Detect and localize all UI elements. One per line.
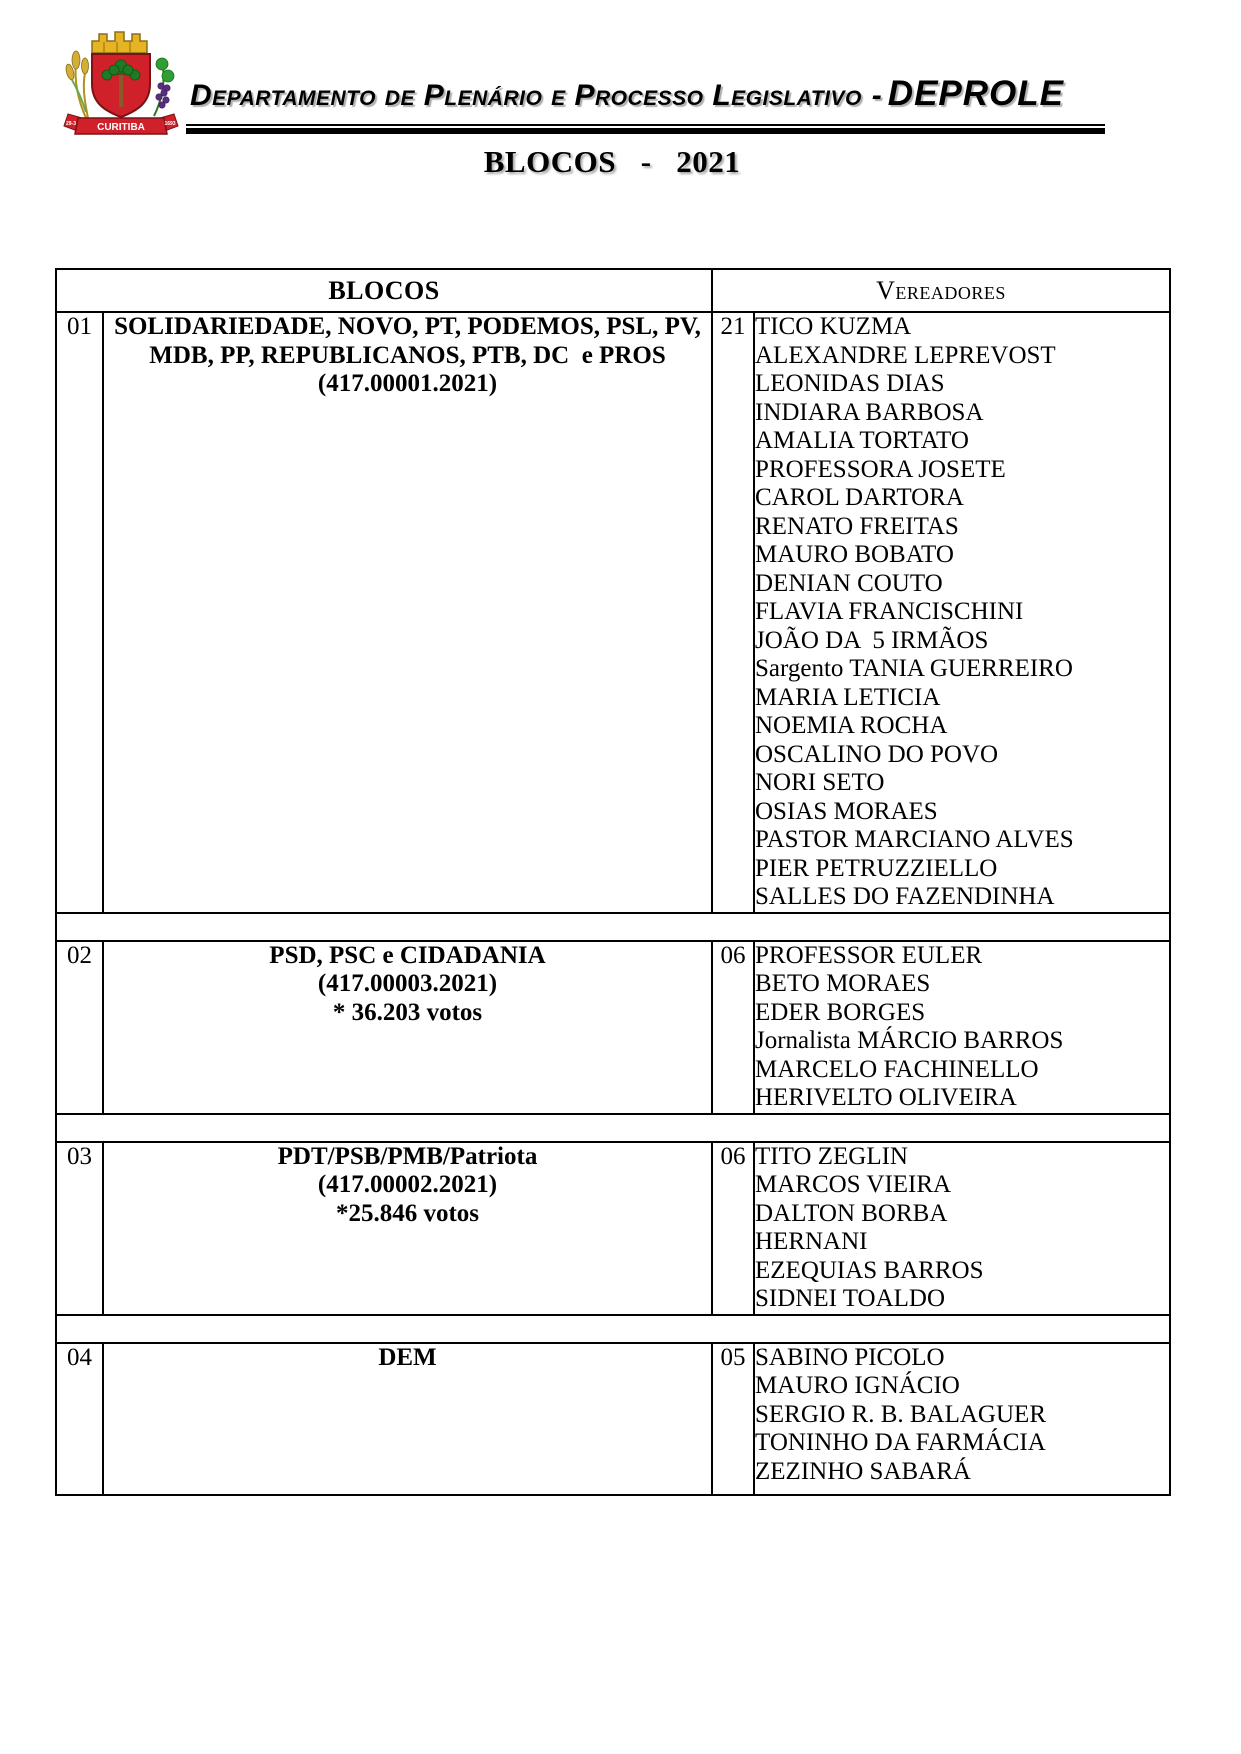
vereador-name: SERGIO R. B. BALAGUER: [755, 1400, 1046, 1428]
crown-icon: [92, 32, 147, 53]
vereador-name: Jornalista MÁRCIO BARROS: [755, 1027, 1064, 1054]
vereador-name: EZEQUIAS BARROS: [755, 1256, 984, 1284]
vereador-name: PROFESSOR EULER: [755, 941, 983, 969]
spacer-row: [56, 913, 1170, 941]
bloco-name-cell: [103, 941, 712, 1114]
department-acronym: DEPROLE: [887, 74, 1064, 113]
vereador-name: Sargento TANIA GUERREIRO: [755, 655, 1073, 682]
vereador-name: DALTON BORBA: [755, 1199, 948, 1227]
coat-of-arms-icon: [58, 20, 184, 148]
vereador-name: SALLES DO FAZENDINHA: [755, 883, 1055, 910]
department-separator: -: [871, 79, 882, 112]
vereador-name: SIDNEI TOALDO: [755, 1285, 946, 1312]
bloco-line: PSD, PSC e CIDADANIA: [269, 941, 546, 969]
bloco-line: PDT/PSB/PMB/Patriota: [277, 1142, 538, 1170]
ribbon-city-name: CURITIBA: [97, 122, 145, 133]
blocos-table: [55, 268, 1171, 1496]
vereador-name: EDER BORGES: [755, 998, 926, 1026]
vereadores-list: [754, 312, 1170, 913]
department-name: Departamento de Plenário e Processo Legislativo: [190, 79, 862, 112]
table-row: [56, 1142, 1170, 1315]
column-header-blocos: BLOCOS: [56, 269, 712, 312]
vereadores-list: [754, 941, 1170, 1114]
vereador-name: PASTOR MARCIANO ALVES: [755, 826, 1074, 853]
department-header: [190, 74, 1190, 114]
spacer-cell: [56, 1315, 1170, 1343]
vereadores-list: [754, 1343, 1170, 1496]
bloco-line: * 36.203 votos: [332, 998, 483, 1026]
table-row: [56, 941, 1170, 1114]
header-rule-thick-line: [186, 128, 1105, 134]
vereador-name: CAROL DARTORA: [755, 484, 964, 511]
vereador-name: LEONIDAS DIAS: [755, 370, 945, 397]
vereador-name: HERIVELTO OLIVEIRA: [755, 1084, 1017, 1111]
vereador-name: RENATO FREITAS: [755, 512, 959, 540]
bloco-name-cell: [103, 1343, 712, 1496]
bloco-number: 02: [56, 941, 103, 1114]
spacer-row: [56, 1315, 1170, 1343]
bloco-line: (417.00001.2021): [317, 370, 498, 397]
vereador-name: PROFESSORA JOSETE: [755, 455, 1006, 483]
vereador-name: MARCOS VIEIRA: [755, 1171, 952, 1198]
vereador-name: INDIARA BARBOSA: [755, 398, 984, 426]
vereador-name: OSIAS MORAES: [755, 797, 938, 825]
ribbon-left-date: 29-3: [65, 121, 77, 127]
bloco-line: *25.846 votos: [335, 1199, 480, 1227]
tree-trunk: [119, 75, 123, 107]
vereador-name: AMALIA TORTATO: [755, 427, 969, 454]
vereadores-list: [754, 1142, 1170, 1315]
grapes-icon: [154, 58, 174, 116]
vereador-name: ZEZINHO SABARÁ: [755, 1457, 971, 1485]
vereadores-count: 06: [712, 941, 754, 1114]
page-title: BLOCOS - 2021: [483, 144, 741, 179]
vereadores-count: 21: [712, 312, 754, 913]
table-row: [56, 1343, 1170, 1496]
vereador-name: BETO MORAES: [755, 970, 931, 997]
bloco-number: 04: [56, 1343, 103, 1496]
table-row: [56, 312, 1170, 913]
vereador-name: NOEMIA ROCHA: [755, 712, 948, 739]
curitiba-coat-of-arms-logo: [58, 20, 184, 148]
vereador-name: TONINHO DA FARMÁCIA: [755, 1429, 1046, 1456]
vereador-name: HERNANI: [755, 1228, 868, 1255]
blocos-table-body: [56, 312, 1170, 1495]
vereador-name: MAURO IGNÁCIO: [755, 1372, 960, 1399]
bloco-line: MDB, PP, REPUBLICANOS, PTB, DC e PROS: [149, 341, 666, 369]
wheat-icon: [65, 51, 89, 118]
ribbon-right-date: 1693: [164, 121, 176, 127]
vereador-name: MAURO BOBATO: [755, 541, 954, 568]
bloco-line: SOLIDARIEDADE, NOVO, PT, PODEMOS, PSL, PV,: [114, 313, 701, 340]
vereador-name: DENIAN COUTO: [755, 569, 943, 597]
vereador-name: JOÃO DA 5 IRMÃOS: [755, 626, 989, 654]
vereador-name: TICO KUZMA: [755, 313, 912, 340]
vereador-name: SABINO PICOLO: [755, 1343, 945, 1371]
shield-icon: [92, 54, 150, 117]
bloco-number: 01: [56, 312, 103, 913]
spacer-cell: [56, 1114, 1170, 1142]
spacer-row: [56, 1114, 1170, 1142]
vereador-name: PIER PETRUZZIELLO: [755, 854, 998, 882]
column-header-vereadores: Vereadores: [712, 269, 1170, 312]
bloco-number: 03: [56, 1142, 103, 1315]
bloco-name-cell: [103, 312, 712, 913]
bloco-line: (417.00002.2021): [317, 1171, 498, 1198]
bloco-line: DEM: [378, 1343, 437, 1371]
vereadores-count: 05: [712, 1343, 754, 1496]
table-header-row: [56, 269, 1170, 312]
vereador-name: MARIA LETICIA: [755, 683, 941, 711]
header-rule: [186, 124, 1105, 134]
bloco-name-cell: [103, 1142, 712, 1315]
vereador-name: TITO ZEGLIN: [755, 1142, 908, 1170]
vereador-name: OSCALINO DO POVO: [755, 740, 999, 768]
vereador-name: MARCELO FACHINELLO: [755, 1055, 1039, 1083]
vereadores-count: 06: [712, 1142, 754, 1315]
bloco-line: (417.00003.2021): [317, 970, 498, 997]
vereador-name: FLAVIA FRANCISCHINI: [755, 598, 1024, 625]
spacer-cell: [56, 913, 1170, 941]
vereador-name: NORI SETO: [755, 769, 885, 796]
vereador-name: ALEXANDRE LEPREVOST: [755, 341, 1056, 369]
